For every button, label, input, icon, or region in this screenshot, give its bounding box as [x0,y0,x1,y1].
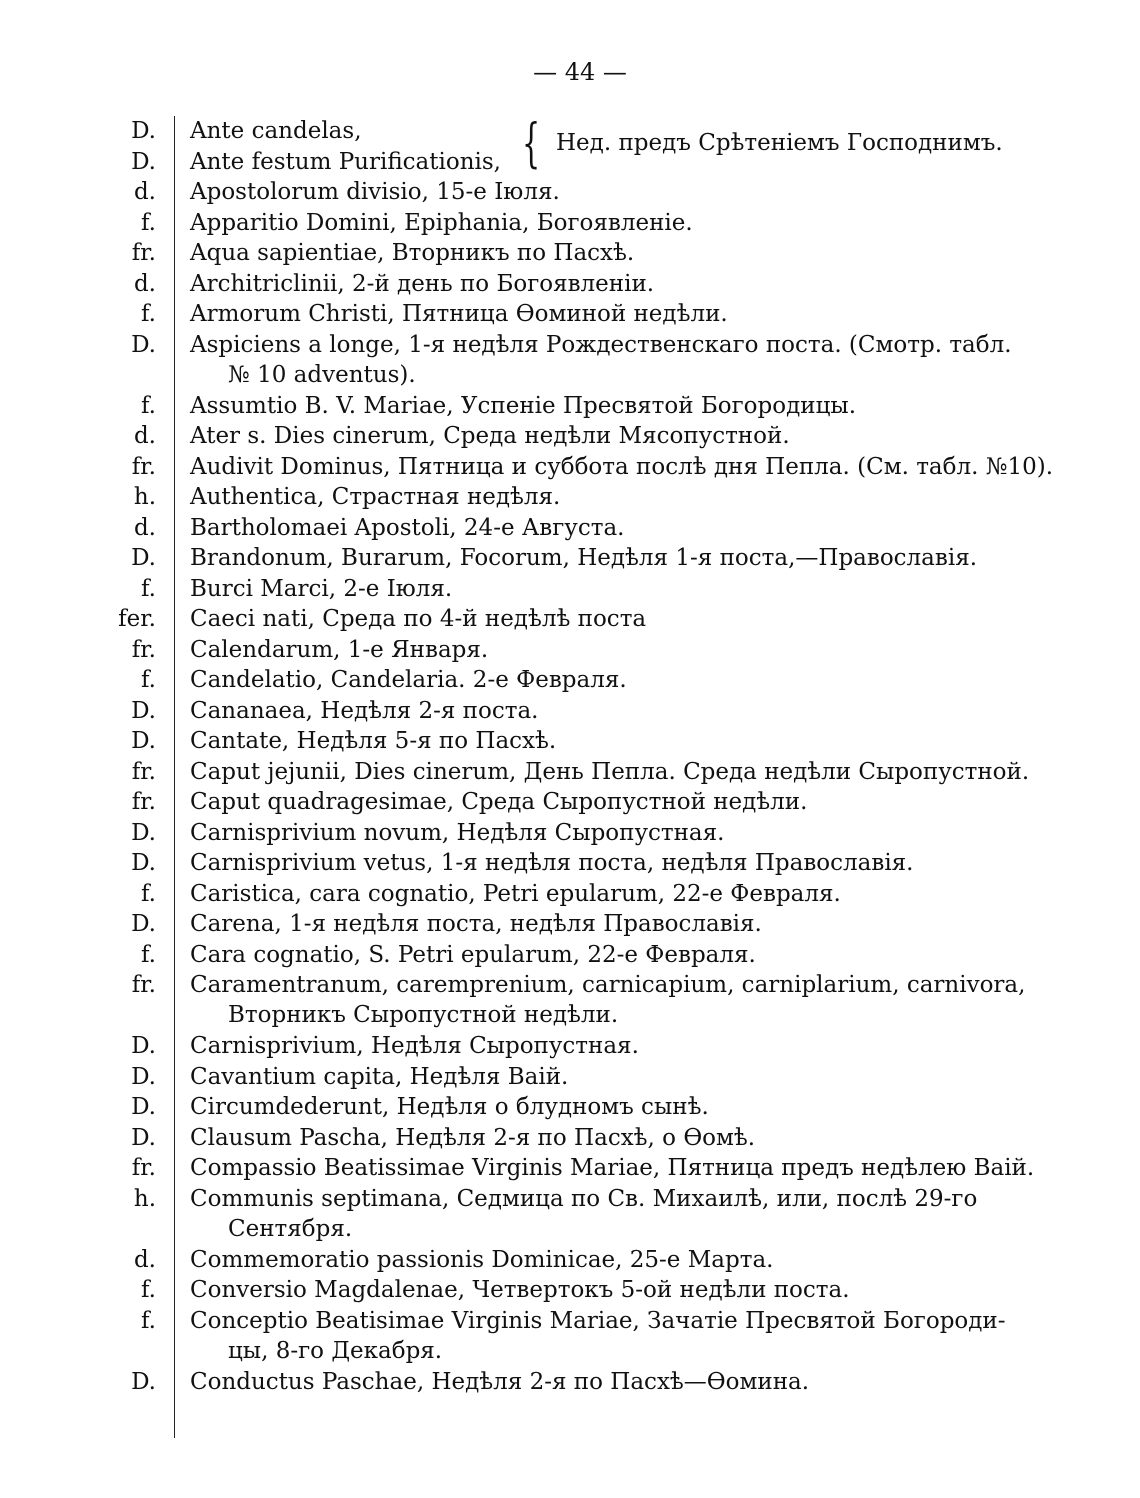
entry-text: Architriclinii, 2-й день по Богоявленіи. [190,270,655,297]
entry-abbreviation: D. [131,1368,156,1395]
entry-text: Carnisprivium, Недѣля Сыропустная. [190,1033,639,1059]
entry-abbreviation: D. [131,545,156,571]
entry-text: Communis septimana, Седмица по Св. Михаилѣ, или, послѣ 29-го [190,1185,978,1212]
entry-text: Aspiciens a longe, 1-я недѣля Рождественскаго поста. (Смотр. табл. [190,331,1012,358]
entry-text: Authentica, Страстная недѣля. [190,484,561,510]
entry-abbreviation: fr. [131,636,156,663]
entry-abbreviation: fer. [118,606,156,632]
entry-abbreviation: fr. [131,789,156,815]
entry-text: Assumtio B. V. Mariae, Успеніе Пресвятой Богородицы. [190,392,857,419]
entry-text: Clausum Pascha, Недѣля 2-я по Пасхѣ, о Ѳомѣ. [190,1124,756,1151]
entry-abbreviation: D. [131,1063,156,1090]
entry-continuation: № 10 adventus). [228,361,416,388]
entry-text: Burci Marci, 2-е Іюля. [190,575,453,602]
entry-abbreviation: f. [140,1277,156,1303]
entry-abbreviation: h. [133,484,156,510]
entry-continuation: цы, 8-го Декабря. [228,1337,443,1364]
column-rule [174,116,175,1438]
entry-abbreviation: d. [133,270,156,297]
entry-text: Brandonum, Burarum, Focorum, Недѣля 1-я поста,—Православія. [190,545,978,571]
entry-abbreviation: f. [140,941,156,968]
entry-abbreviation: D. [131,331,156,358]
page-number: — 44 — [533,58,627,86]
entry-abbreviation: f. [140,880,156,907]
brace-note: Нед. предъ Срѣтеніемъ Господнимъ. [556,130,1003,156]
entry-abbreviation: d. [133,423,156,449]
entry-text: Apparitio Domini, Epiphania, Богоявленіе. [190,209,693,236]
entry-abbreviation: D. [131,819,156,846]
entry-text: Calendarum, 1-е Января. [190,636,489,663]
entry-abbreviation: d. [133,1246,156,1273]
entry-abbreviation: f. [140,301,156,327]
entry-text: Caeci nati, Среда по 4-й недѣлѣ поста [190,606,647,632]
entry-text: Circumdederunt, Недѣля о блудномъ сынѣ. [190,1094,709,1120]
entry-abbreviation: D. [131,1124,156,1151]
entry-text: Audivit Dominus, Пятница и суббота послѣ дня Пепла. (См. табл. №10). [190,453,1054,480]
entry-abbreviation: D. [131,728,156,754]
entry-abbreviation: D. [131,148,156,175]
entry-abbreviation: D. [131,911,156,937]
entry-abbreviation: fr. [131,972,156,998]
entry-text: Caramentranum, caremprenium, carnicapium, carniplarium, carnivora, [190,972,1026,998]
entry-abbreviation: d. [133,514,156,541]
entry-text: Cananaea, Недѣля 2-я поста. [190,697,539,724]
entry-continuation: Вторникъ Сыропустной недѣли. [228,1002,619,1028]
entry-text: Commemoratio passionis Dominicae, 25-е Марта. [190,1246,774,1273]
entry-abbreviation: D. [131,1033,156,1059]
entry-text: Cavantium capita, Недѣля Ваій. [190,1063,569,1090]
entry-text: Caput jejunii, Dies cinerum, День Пепла. Среда недѣли Сыропустной. [190,758,1030,785]
entry-abbreviation: f. [140,575,156,602]
entry-abbreviation: fr. [131,240,156,266]
entry-text: Ante festum Purificationis, [190,148,501,175]
entry-text: Armorum Christi, Пятница Ѳоминой недѣли. [190,301,728,327]
entry-abbreviation: f. [140,392,156,419]
entry-abbreviation: fr. [131,758,156,785]
entry-text: Conductus Paschae, Недѣля 2-я по Пасхѣ—Ѳомина. [190,1368,810,1395]
entry-text: Caput quadragesimae, Среда Сыропустной недѣли. [190,789,808,815]
entry-abbreviation: h. [133,1185,156,1212]
entry-text: Caristica, cara cognatio, Petri epularum, 22-е Февраля. [190,880,841,907]
entry-abbreviation: f. [140,667,156,693]
entry-text: Candelatio, Candelaria. 2-е Февраля. [190,667,627,693]
entry-text: Aqua sapientiae, Вторникъ по Пасхѣ. [190,240,635,266]
entry-text: Cara cognatio, S. Petri epularum, 22-е Февраля. [190,941,756,968]
entry-text: Carena, 1-я недѣля поста, недѣля Православія. [190,911,762,937]
entry-text: Carnisprivium novum, Недѣля Сыропустная. [190,819,725,846]
entry-continuation: Сентября. [228,1215,353,1242]
entry-text: Bartholomaei Apostoli, 24-е Августа. [190,514,625,541]
entry-abbreviation: fr. [131,453,156,480]
entry-text: Apostolorum divisio, 15-е Іюля. [190,179,560,205]
entry-text: Conceptio Beatisimae Virginis Mariae, Зачатіе Пресвятой Богороди- [190,1307,1006,1334]
entry-abbreviation: D. [131,697,156,724]
entry-text: Ater s. Dies cinerum, Среда недѣли Мясопустной. [190,423,790,449]
entry-abbreviation: f. [140,1307,156,1334]
brace-symbol: { [522,114,541,174]
entry-text: Cantate, Недѣля 5-я по Пасхѣ. [190,728,557,754]
entry-abbreviation: d. [133,179,156,205]
entry-abbreviation: f. [140,209,156,236]
entry-abbreviation: D. [131,118,156,144]
entry-text: Ante candelas, [190,118,362,144]
entry-abbreviation: fr. [131,1155,156,1181]
entry-text: Conversio Magdalenae, Четвертокъ 5-ой недѣли поста. [190,1277,850,1303]
entry-abbreviation: D. [131,1094,156,1120]
entry-abbreviation: D. [131,850,156,876]
entry-text: Carnisprivium vetus, 1-я недѣля поста, недѣля Православія. [190,850,914,876]
entry-text: Compassio Beatissimae Virginis Mariae, Пятница предъ недѣлею Ваій. [190,1155,1035,1181]
